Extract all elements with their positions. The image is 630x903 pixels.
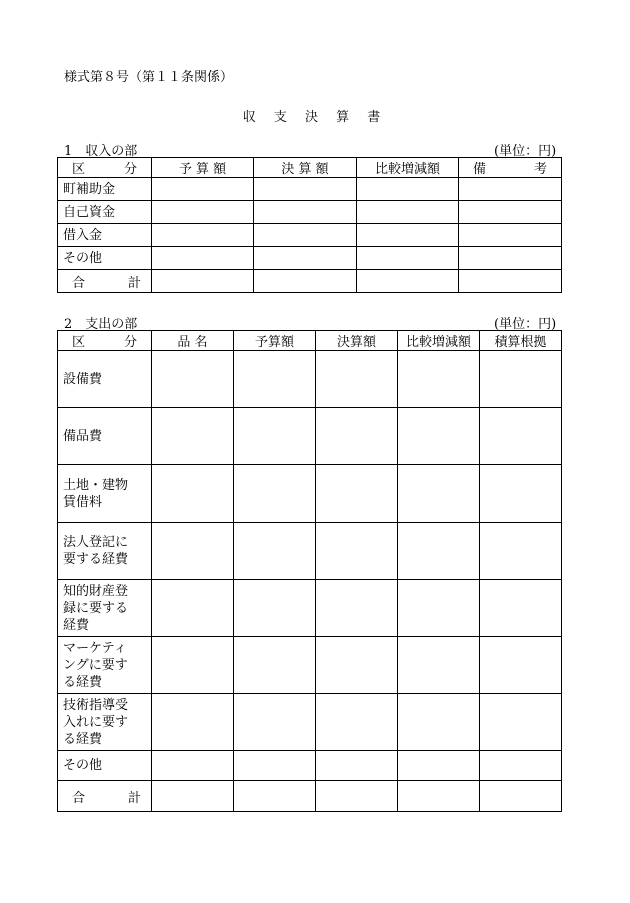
expense-header-budget: 予算額 [234,331,316,351]
income-header-budget: 予 算 額 [152,158,254,178]
income-budget-cell [152,270,254,293]
income-diff-cell [357,224,459,247]
income-budget-cell [152,247,254,270]
income-note-cell [459,247,562,270]
expense-budget-cell [234,751,316,781]
income-settlement-cell [254,247,357,270]
income-settlement-cell [254,201,357,224]
table-row [58,637,562,694]
expense-budget-cell [234,580,316,637]
expense-header-item: 品 名 [152,331,234,351]
expense-category-cell: 知的財産登 録に要する 経費 [58,580,152,637]
expense-basis-cell [480,781,562,812]
income-diff-cell [357,270,459,293]
expense-settlement-cell [316,751,398,781]
expense-diff-cell [398,781,480,812]
income-category-cell: 借入金 [58,224,152,247]
table-row [58,694,562,751]
expense-budget-cell [234,694,316,751]
expense-total-row [58,781,562,812]
form-number: 様式第８号（第１１条関係） [64,70,234,85]
income-section-heading: 1 収入の部 [64,144,138,159]
expense-diff-cell [398,465,480,523]
table-row [58,201,562,224]
expense-budget-cell [234,465,316,523]
expense-basis-cell [480,408,562,465]
expense-budget-cell [234,351,316,408]
table-row [58,465,562,523]
expense-basis-cell [480,351,562,408]
expense-header-row [58,331,562,351]
expense-category-cell: 法人登記に 要する経費 [58,523,152,580]
table-row [58,178,562,201]
expense-item-cell [152,351,234,408]
expense-section-heading: 2 支出の部 [64,317,138,332]
table-row [58,408,562,465]
expense-settlement-cell [316,781,398,812]
income-diff-cell [357,178,459,201]
expense-settlement-cell [316,523,398,580]
document-title: 収 支 決 算 書 [242,110,388,125]
income-category-cell: 自己資金 [58,201,152,224]
income-header-row [58,158,562,178]
income-budget-cell [152,224,254,247]
expense-settlement-cell [316,637,398,694]
expense-item-cell [152,781,234,812]
expense-diff-cell [398,751,480,781]
expense-item-cell [152,751,234,781]
table-row [58,224,562,247]
expense-budget-cell [234,781,316,812]
income-diff-cell [357,247,459,270]
expense-basis-cell [480,580,562,637]
expense-diff-cell [398,523,480,580]
income-note-cell [459,201,562,224]
income-category-cell: その他 [58,247,152,270]
table-row [58,247,562,270]
expense-item-cell [152,465,234,523]
expense-category-cell: 設備費 [58,351,152,408]
income-budget-cell [152,201,254,224]
expense-settlement-cell [316,465,398,523]
income-note-cell [459,178,562,201]
table-row [58,580,562,637]
income-diff-cell [357,201,459,224]
income-note-cell [459,270,562,293]
expense-unit-label: (単位：円) [494,317,557,332]
expense-basis-cell [480,465,562,523]
expense-settlement-cell [316,408,398,465]
expense-category-cell: マーケティ ングに要す る経費 [58,637,152,694]
income-settlement-cell [254,178,357,201]
income-settlement-cell [254,270,357,293]
income-table [57,157,562,293]
expense-total-label: 合 計 [58,781,152,812]
expense-category-cell: 備品費 [58,408,152,465]
expense-settlement-cell [316,694,398,751]
expense-category-cell: 土地・建物 賃借料 [58,465,152,523]
expense-budget-cell [234,523,316,580]
table-row [58,751,562,781]
expense-item-cell [152,637,234,694]
income-budget-cell [152,178,254,201]
expense-basis-cell [480,637,562,694]
expense-category-cell: 技術指導受 入れに要す る経費 [58,694,152,751]
expense-budget-cell [234,637,316,694]
expense-settlement-cell [316,580,398,637]
expense-diff-cell [398,580,480,637]
income-header-diff: 比較増減額 [357,158,459,178]
expense-basis-cell [480,751,562,781]
expense-budget-cell [234,408,316,465]
expense-settlement-cell [316,351,398,408]
income-header-category: 区 分 [58,158,152,178]
expense-item-cell [152,408,234,465]
expense-basis-cell [480,523,562,580]
income-settlement-cell [254,224,357,247]
expense-item-cell [152,523,234,580]
income-category-cell: 町補助金 [58,178,152,201]
income-total-row [58,270,562,293]
table-row [58,523,562,580]
expense-table [57,330,562,812]
expense-header-diff: 比較増減額 [398,331,480,351]
income-total-label: 合 計 [58,270,152,293]
expense-basis-cell [480,694,562,751]
expense-category-cell: その他 [58,751,152,781]
expense-item-cell [152,580,234,637]
expense-diff-cell [398,408,480,465]
income-header-settlement: 決 算 額 [254,158,357,178]
expense-diff-cell [398,637,480,694]
expense-header-category: 区 分 [58,331,152,351]
table-row [58,351,562,408]
expense-diff-cell [398,351,480,408]
income-note-cell [459,224,562,247]
income-header-note: 備 考 [459,158,562,178]
income-unit-label: (単位：円) [494,144,557,159]
expense-header-settlement: 決算額 [316,331,398,351]
expense-diff-cell [398,694,480,751]
expense-header-basis: 積算根拠 [480,331,562,351]
expense-item-cell [152,694,234,751]
